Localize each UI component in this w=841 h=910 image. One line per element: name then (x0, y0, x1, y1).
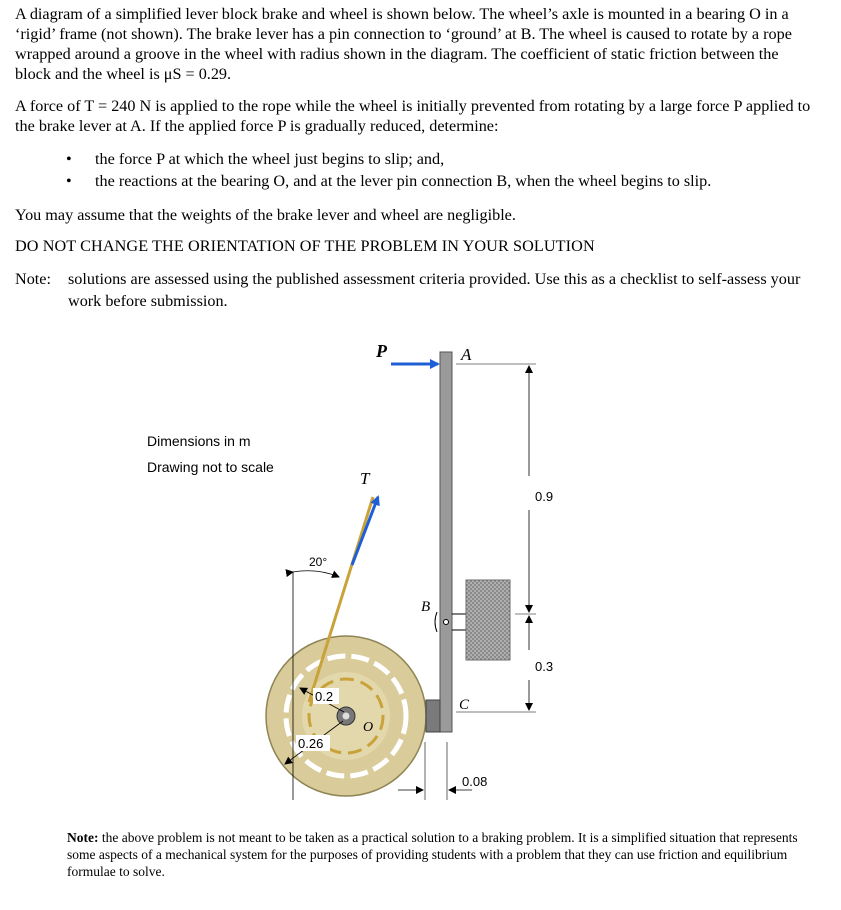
brake-block (426, 700, 440, 732)
dim-0-9: 0.9 (535, 489, 554, 504)
angle-label: 20° (309, 555, 328, 569)
dim-0-2: 0.2 (315, 689, 334, 704)
note-label: Note: (15, 270, 51, 288)
pin-bracket (435, 612, 437, 632)
bullet-text: the reactions at the bearing O, and at the lever pin connection B, when the wheel begins to slip. (95, 172, 712, 190)
bullet-icon: • (66, 172, 72, 190)
intro-paragraph: A diagram of a simplified lever block brake and wheel is shown below. The wheel’s axle is mounted in a bearing O in a ‘rigid’ frame (not shown). The brake lever has a pin connection to ‘ground’ at B. The wheel is caused to rotate by a rope wrapped around a groove in the wheel with radius shown in the diagram. The coefficient of static friction between the block and the wheel is μS = 0.29. (15, 5, 792, 83)
footer-note (67, 829, 807, 880)
label-T: T (360, 469, 370, 488)
scale-caption: Drawing not to scale (147, 459, 274, 475)
ground-support (466, 580, 510, 660)
dim-0-3: 0.3 (535, 659, 554, 674)
angle-arc (293, 571, 339, 577)
brake-diagram (0, 320, 841, 825)
label-O: O (363, 720, 374, 735)
brake-lever (440, 352, 452, 732)
dim-0-08: 0.08 (462, 774, 488, 789)
bullet-icon: • (66, 150, 72, 168)
list-item (60, 148, 820, 170)
wheel (266, 636, 426, 796)
footer-note-text: the above problem is not meant to be taken as a practical solution to a braking problem. It is a simplified situation that represents some aspects of a mechanical system for the purposes of providing students with a problem that they can use friction and equilibrium formulae to solve. (67, 830, 798, 879)
label-B: B (421, 599, 431, 615)
note-text: solutions are assessed using the published assessment criteria provided. Use this as a checklist to self-assess your work before submission. (68, 270, 801, 310)
dimensions-caption: Dimensions in m (147, 433, 251, 449)
label-A: A (461, 345, 472, 364)
list-item (60, 170, 820, 192)
tension-arrow (352, 497, 378, 565)
dim-0-26: 0.26 (298, 736, 324, 751)
label-C: C (459, 697, 470, 713)
pin-B (444, 620, 449, 625)
label-P: P (376, 341, 387, 361)
bullet-text: the force P at which the wheel just begins to slip; and, (95, 150, 445, 168)
orientation-notice: DO NOT CHANGE THE ORIENTATION OF THE PROBLEM IN YOUR SOLUTION (15, 237, 595, 255)
question-list (60, 148, 820, 192)
footer-note-label: Note: (67, 830, 99, 845)
task-paragraph: A force of T = 240 N is applied to the rope while the wheel is initially prevented from rotating by a large force P applied to the brake lever at A. If the applied force P is gradually reduced, determine: (15, 97, 811, 135)
assumption-text: You may assume that the weights of the brake lever and wheel are negligible. (15, 206, 516, 224)
